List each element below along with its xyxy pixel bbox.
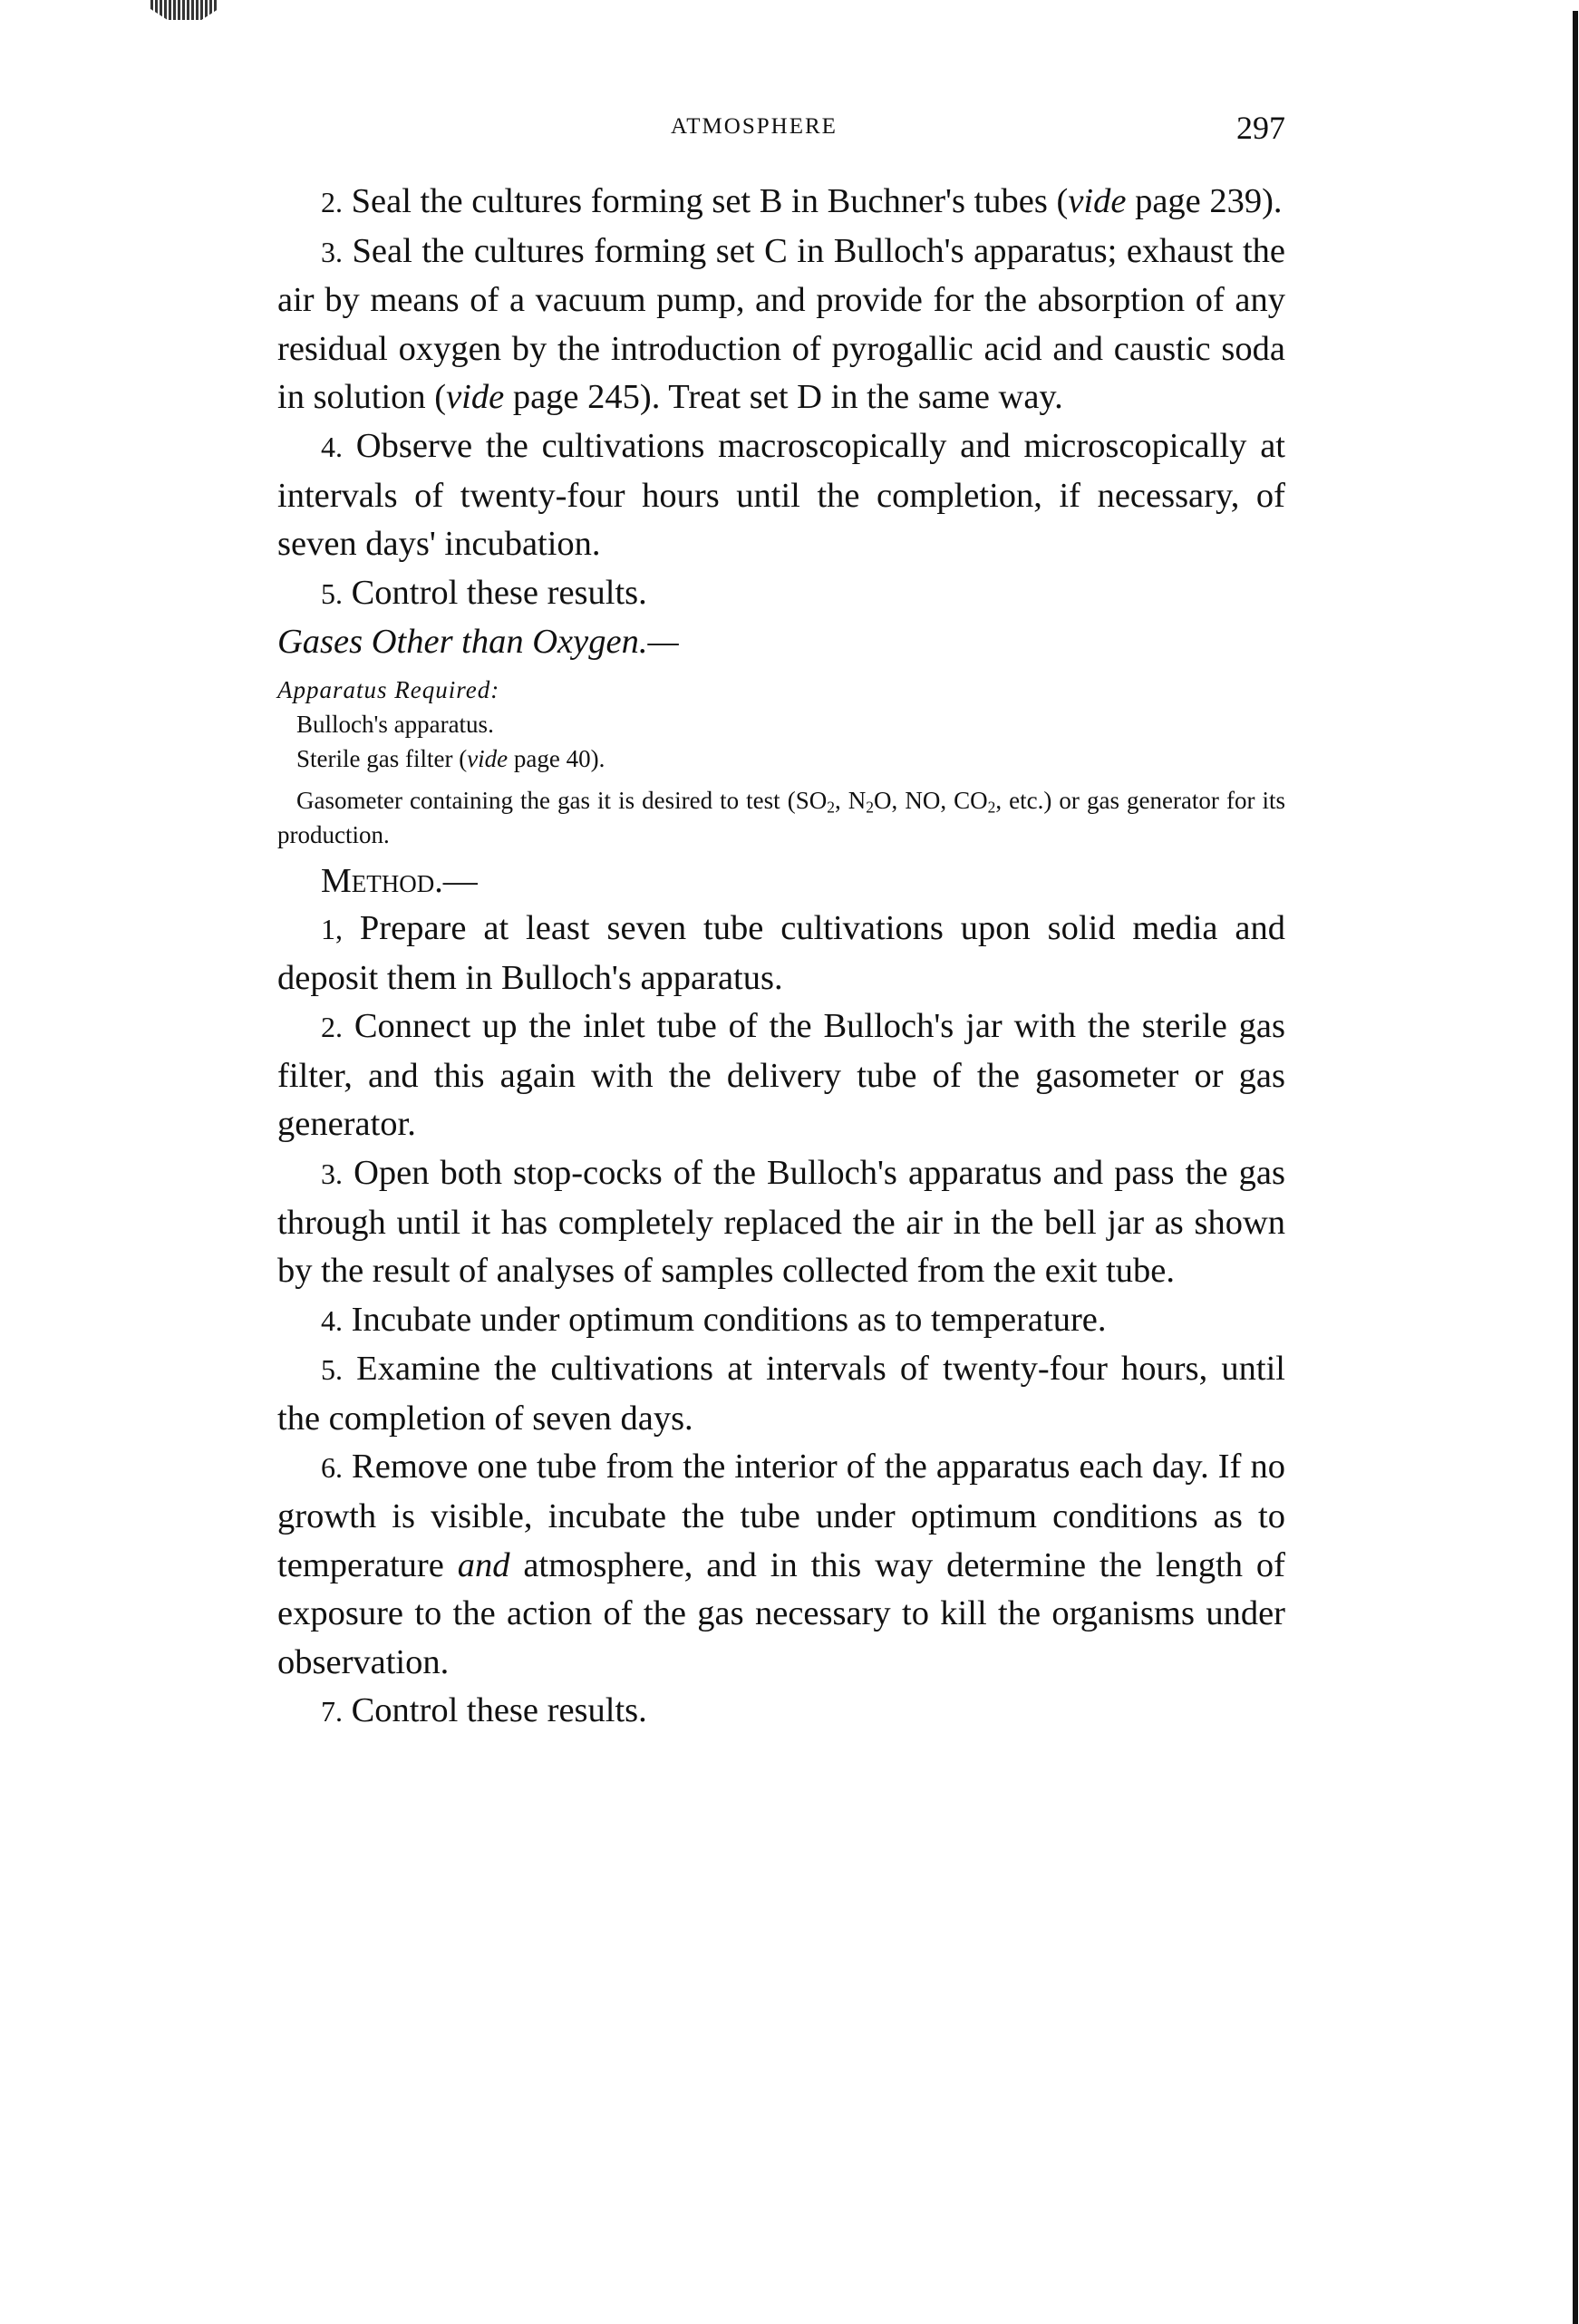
step-text: page 239).	[1126, 182, 1283, 220]
running-title: ATMOSPHERE	[671, 114, 838, 139]
page-edge-line	[1573, 11, 1578, 2324]
method-step	[277, 1002, 1285, 1149]
step-text: Open both stop-cocks of the Bulloch's apparatus and pass the gas through until it has completely replaced the air in the bell jar as shown by the result of analyses of samples collected from the exit tube.	[277, 1153, 1285, 1291]
step-text: Connect up the inlet tube of the Bulloch's jar with the sterile gas filter, and this again with the delivery tube of the gasometer or gas generator.	[277, 1007, 1285, 1144]
step-text: Examine the cultivations at intervals of twenty-four hours, until the completion of seven days.	[277, 1350, 1285, 1438]
step-text: Control these results.	[343, 573, 647, 612]
subscript: 2	[866, 798, 875, 817]
page-body	[277, 178, 1285, 1737]
step-number: 7.	[321, 1695, 343, 1728]
step-paragraph	[277, 178, 1285, 228]
apparatus-item: Bulloch's apparatus.	[296, 710, 494, 738]
step-text: Remove one tube from the interior of the apparatus each day. If no growth is visible, incubate the tube under optimum conditions as to temperature	[277, 1448, 1285, 1584]
step-paragraph	[277, 422, 1285, 569]
step-paragraph	[277, 228, 1285, 422]
subscript: 2	[827, 798, 835, 817]
method-step	[277, 1149, 1285, 1296]
running-header	[277, 110, 1285, 150]
method-step	[277, 1296, 1285, 1346]
step-text: Incubate under optimum conditions as to temperature.	[343, 1300, 1107, 1339]
step-text: Seal the cultures forming set B in Buchner's tubes (	[343, 182, 1069, 220]
step-number: 5.	[321, 576, 343, 610]
page-number: 297	[1236, 110, 1285, 146]
step-number: 6.	[321, 1451, 343, 1485]
step-text: Control these results.	[343, 1691, 647, 1730]
apparatus-text: page 40).	[508, 744, 605, 772]
subscript: 2	[987, 798, 996, 817]
method-step	[277, 1345, 1285, 1443]
scan-artifact	[150, 0, 218, 20]
vide-ref: vide	[467, 744, 509, 772]
step-text: atmosphere, and in this way determine the length of exposure to the action of the gas necessary to kill the organisms under observation.	[277, 1545, 1285, 1681]
apparatus-item-gasometer	[277, 783, 1285, 852]
step-text: Prepare at least seven tube cultivations upon solid media and deposit them in Bulloch's apparatus.	[277, 908, 1285, 997]
step-text: Observe the cultivations macroscopically and microscopically at intervals of twenty-four hours until the completion, if necessary, of seven days' incubation.	[277, 426, 1285, 564]
method-step	[277, 1443, 1285, 1687]
apparatus-label: Apparatus Required:	[277, 675, 500, 703]
gasometer-text: , N	[834, 786, 867, 814]
step-paragraph	[277, 569, 1285, 619]
method-heading: Method.—	[321, 861, 478, 900]
vide-ref: vide	[1068, 182, 1127, 220]
step-text: page 245). Treat set D in the same way.	[504, 378, 1063, 417]
emphasis-text: and	[457, 1545, 510, 1584]
method-step	[277, 905, 1285, 1002]
gasometer-text: , etc.) or gas generator for its production.	[277, 786, 1285, 848]
gasometer-text: O, NO, CO	[874, 786, 988, 814]
vide-ref: vide	[446, 378, 505, 417]
gasometer-text: Gasometer containing the gas it is desired to test (SO	[296, 786, 828, 814]
step-number: 1,	[321, 912, 343, 945]
method-step	[277, 1687, 1285, 1737]
step-text: Seal the cultures forming set C in Bulloch's apparatus; exhaust the air by means of a vacuum pump, and provide for the absorption of any residual oxygen by the introduction of pyrogallic acid and caustic soda in solution (	[277, 231, 1285, 417]
step-number: 3.	[321, 1157, 343, 1190]
step-number: 2.	[321, 186, 343, 218]
apparatus-item	[277, 741, 1285, 776]
step-number: 4.	[321, 1303, 343, 1337]
section-heading: Gases Other than Oxygen.—	[277, 623, 679, 662]
apparatus-block	[277, 673, 1285, 852]
step-number: 4.	[321, 430, 343, 463]
step-number: 5.	[321, 1353, 343, 1387]
apparatus-text: Sterile gas filter (	[296, 744, 468, 772]
step-number: 3.	[321, 235, 343, 268]
step-number: 2.	[321, 1011, 343, 1044]
